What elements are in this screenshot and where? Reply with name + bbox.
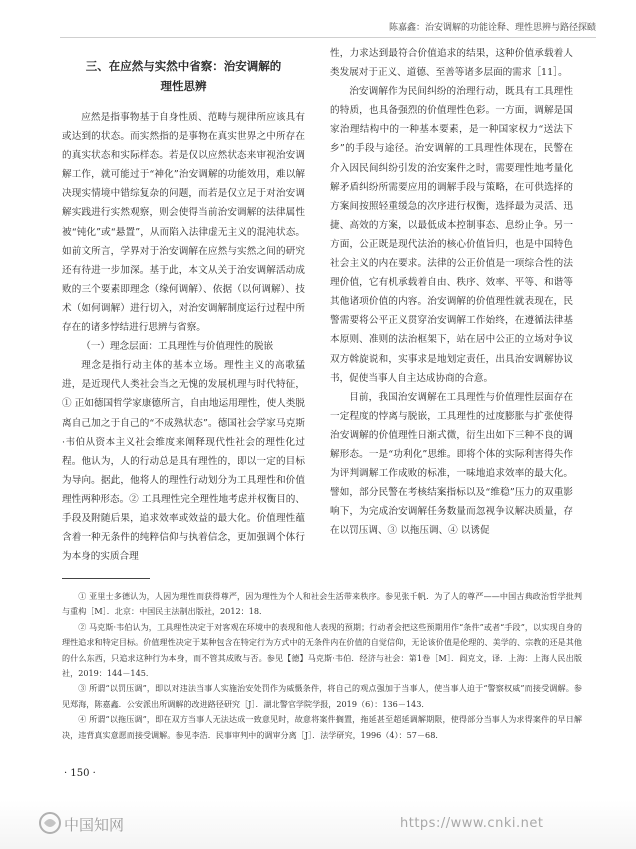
footnotes [62, 589, 582, 743]
page-number: · 150 · [64, 768, 96, 779]
paragraph-mediation-dual-rationality: 治安调解作为民间纠纷的治理行动，既具有工具理性的特质，也具备强烈的价值理性色彩。一方面，调解是国家治理结构中的一种基本要素，是一种国家权力“送法下乡”的手段与途径。治安调解的工具理性体现在，民警在介入因民间纠纷引发的治安案件之时，需要理性地考量化解矛盾纠纷所需要应用的调解手段与策略，在可供选择的方案间按照轻重缓急的次序进行权衡，选择最为灵活、迅捷、高效的方案，以最低成本控制事态、息纷止争。另一方面，公正既是现代法治的核心价值旨归，也是中国特色社会主义的内在要求。法律的公正价值是一项综合性的法理价值，它有机承载着自由、秩序、效率、平等、和谐等其他诸项价值的内容。治安调解的价值理性就表现在，民警需要将公平正义贯穿治安调解工作始终，在遵循法律基本原则、准则的法治框架下，站在居中公正的立场对争议双方斡旋说和，实事求是地划定责任，出具治安调解协议书，促使当事人自主达成协商的合意。 [330, 86, 573, 384]
footnote-3: ③ 所谓“以罚压调”，即以对违法当事人实施治安处罚作为威慑条件，将自己的观点强加于当事人，使当事人迫于“警察权威”而接受调解。参见郑海，陈嘉鑫．公安派出所调解的改进路径研究［J］．湖北警官学院学报，2019（6）：136－143． [62, 683, 582, 709]
paragraph-current-problems: 目前，我国治安调解在工具理性与价值理性层面存在一定程度的悖离与脱嵌，工具理性的过度膨胀与扩张使得治安调解的价值理性日渐式微，衍生出如下三种不良的调解形态。一是“功利化”思维。即将个体的实际利害得失作为评判调解工作成败的标准，一味地追求效率的最大化。譬如，部分民警在考核结案指标以及“维稳”压力的双重影响下，为完成治安调解任务数量而忽视争议解决质量，存在以罚压调、③ 以拖压调、④ 以诱促 [330, 391, 573, 537]
watermark-site-name: 中国知网 [64, 816, 125, 834]
cnki-watermark [0, 800, 636, 849]
right-column [330, 44, 573, 540]
section-title-line1: 三、在应然与实然中省察：治安调解的 [85, 59, 282, 73]
footnote-separator [62, 578, 150, 579]
running-header [60, 20, 596, 38]
paragraph-continued: 性，力求达到最符合价值追求的结果，这种价值承载着人类发展对于正义、道德、至善等诸多层面的需求［11］。 [330, 48, 573, 79]
section-title [62, 56, 305, 96]
watermark-url: https://www.cnki.net [400, 816, 544, 831]
footnote-1: ① 亚里士多德认为，人因为理性而获得尊严，因为理性为个人和社会生活带来秩序。参见张千帆．为了人的尊严——中国古典政治哲学批判与重构［M］．北京：中国民主法制出版社，2012：18． [62, 591, 582, 617]
subsection-heading: （一）理念层面：工具理性与价值理性的脱嵌 [81, 341, 274, 353]
section-title-line2: 理性思辨 [160, 79, 207, 93]
paragraph-rationality: 理念是指行动主体的基本立场。理性主义的高歌猛进，是近现代人类社会当之无愧的发展机理与时代特征，① 正如德国哲学家康德所言，自由地运用理性，使人类脱离自己加之于自己的“不成熟状态”。德国社会学家马克斯·韦伯从资本主义社会维度来阐释现代性社会的理性化过程。他认为，人的行动总是具有理性的，即以一定的目标为导向。据此，他将人的理性行动划分为工具理性和价值理性两种形态。② 工具理性完全理性地考虑并权衡目的、手段及附随后果，追求效率或效益的最大化。价值理性蕴含着一种无条件的纯粹信仰与执着信念，更加强调个体行为本身的实质合理 [62, 360, 305, 563]
left-column [62, 44, 305, 566]
cnki-logo-icon [38, 811, 62, 835]
footnote-4: ④ 所谓“以拖压调”，即在双方当事人无法达成一致意见时，故意将案件搁置，拖延甚至超延调解期限，使得部分当事人为求得案件的早日解决，违背真实意愿而接受调解。参见李浩．民事审判中的调审分离［J］．法学研究，1996（4）：57－68． [62, 714, 582, 740]
running-title: 陈嘉鑫：治安调解的功能诠释、理性思辨与路径探赜 [388, 23, 596, 33]
paragraph-ought-and-is: 应然是指事物基于自身性质、范畴与规律所应该具有或达到的状态。而实然指的是事物在真实世界之中所存在的真实状态和实际样态。若是仅以应然状态来审视治安调解工作，就可能过于“神化”治安调解的功能效用，难以解决现实情境中错综复杂的问题，而若是仅立足于对治安调解实践进行实然观察，则会使得当前治安调解的法律属性被“钝化”或“悬置”，从而陷入法律虚无主义的混沌状态。如前文所言，学界对于治安调解在应然与实然之间的研究还有待进一步加深。基于此，本文从关于治安调解活动成败的三个要素即理念（缘何调解）、依据（以何调解）、技术（如何调解）进行切入，对治安调解制度运行过程中所存在的诸多悖结进行思辨与省察。 [62, 112, 305, 334]
header-rule [60, 37, 596, 38]
footnote-2: ② 马克斯·韦伯认为，工具理性决定于对客观在环境中的表现和他人表现的预期；行动者会把这些预期用作“条件”或者“手段”，以实现自身的理性追求和特定目标。价值理性决定于某种包含在特定行为方式中的无条件内在价值的自觉信仰，无论该价值是伦理的、美学的、宗教的还是其他的什么东西，只追求这种行为本身，而不管其成败与否。参见【德】马克斯·韦伯．经济与社会：第1卷［M］．阎克文，译．上海：上海人民出版社，2019：144－145． [62, 621, 582, 679]
